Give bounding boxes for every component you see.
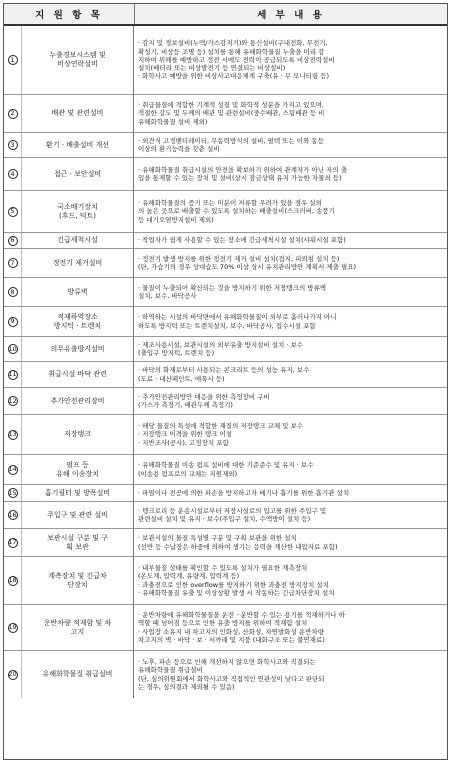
detail-line: · 감지 및 경보설비(누액/가스감지기)와 통신설비(구내전화, 무전기, (138, 39, 328, 48)
detail-line: · 제조사용시설, 보관시설의 외부유출 방지설비 설치 · 보수 (138, 340, 304, 349)
support-item-name: 계측장치 및 긴급차 단장치 (22, 557, 134, 604)
detail-cell (134, 249, 447, 277)
row-number-cell (4, 133, 22, 157)
support-item-name: 저장탱크 (22, 415, 134, 454)
support-items-table (3, 3, 448, 760)
row-number: 13 (8, 430, 17, 439)
detail-line: (출입구 방지턱, 트렌치 등) (138, 349, 215, 357)
row-number: 5 (8, 207, 18, 217)
support-item-name: 국소배기장치 (후드, 덕트) (22, 191, 134, 232)
row-number-cell (4, 158, 22, 190)
header-support-item: 지 원 항 목 (4, 4, 135, 24)
detail-line: (가스가 측정기, 배관두께 측정기) (138, 401, 233, 409)
detail-cell (134, 95, 447, 132)
detail-line: 는 경우, 심의결과 제외될 수 있음) (138, 682, 235, 691)
detail-cell (134, 388, 447, 414)
detail-cell (134, 529, 447, 556)
detail-line: · 지반조사(공사), 고정장치 포함 (138, 438, 229, 447)
row-number: 9 (8, 317, 18, 327)
row-number: 11 (8, 370, 17, 379)
row-number: 8 (8, 287, 18, 297)
detail-line: · 유해화학물질 취급시설의 안전을 확보하기 위하여 관계자가 아닌 자의 출 (138, 165, 348, 174)
detail-cell (134, 233, 447, 248)
detail-cell (134, 337, 447, 361)
detail-cell (134, 455, 447, 484)
table-row (4, 158, 447, 191)
detail-cell (134, 415, 447, 454)
detail-line: · 해당 물질의 특성에 적합한 재질의 저장탱크 교체 및 보수 (138, 422, 304, 431)
detail-cell (134, 502, 447, 528)
table-row (4, 651, 447, 698)
detail-line: · 외견식 고정밴티레이터, 무동력방식의 설비, 펄텍 또는 이와 동등 (138, 136, 324, 145)
table-row (4, 415, 447, 455)
row-number: 6 (8, 236, 18, 246)
row-number-cell (4, 337, 22, 361)
detail-cell (134, 605, 447, 650)
support-item-name: 주입구 및 관련 설비 (22, 502, 134, 528)
row-number-cell (4, 191, 22, 232)
row-number: 15 (8, 488, 17, 497)
row-number: 16 (8, 510, 17, 519)
support-item-name: 접근 · 보안설비 (22, 158, 134, 190)
detail-line: · 보관시설의 물질 특성별 구분 및 구획 보관을 위한 설치 (138, 534, 297, 543)
detail-line: · 바닥의 화재로부터 사용되는 콘크리트 등의 성능 유지, 보수 (138, 366, 310, 375)
detail-line: 의 높은 곳으로 배출할 수 있도록 설치하는 배출설비(스크러버, 송풍기 (138, 207, 335, 216)
detail-line: · 저장탱크 이격을 위한 탱크 이설 (138, 430, 233, 439)
detail-line: · 작업자가 쉽게 사용할 수 있는 장소에 긴급세척시설 설치(샤워시설 포함) (138, 236, 346, 245)
row-number: 17 (8, 538, 17, 547)
row-number: 18 (8, 576, 17, 585)
table-header (4, 4, 447, 26)
header-details: 세 부 내 용 (257, 10, 325, 21)
row-number: 1 (8, 55, 18, 65)
detail-line: · 내부물질 상태를 확인할 수 있도록 설치가 필요한 계측장치 (138, 564, 308, 573)
table-row (4, 191, 447, 233)
detail-line: · 탱크로리 등 운송시설로부터 저장시설로의 입고를 위한 주입구 및 (138, 506, 327, 515)
detail-cell (134, 278, 447, 306)
table-row (4, 249, 447, 278)
detail-line: · 노후, 파손 등으로 인해 개선하지 않으면 화학사고와 직결되는 (138, 658, 316, 667)
detail-line: 유해화학물질 취급설비 (138, 666, 203, 675)
detail-line: · 취급물질에 적합한 기계적 성질 및 화학적 성분을 가지고 있으며, (138, 101, 324, 110)
row-number-cell (4, 307, 22, 336)
row-number-cell (4, 605, 22, 650)
detail-line: · 유해화학물질 이송 펌프 설비에 대한 기준준수 및 유지 · 보수 (138, 461, 314, 470)
support-item-name: 운반차량 적재함 및 차 고지 (22, 605, 134, 650)
row-number-cell (4, 95, 22, 132)
table-row (4, 605, 447, 651)
support-item-name: 적재하역장소 방지턱 · 트렌치 (22, 307, 134, 336)
row-number-cell (4, 415, 22, 454)
detail-line: · 유해화학물질의 증기 또는 미분이 저류할 우려가 있을 경우 실외 (138, 199, 322, 208)
row-number: 19 (8, 623, 17, 632)
row-number: 4 (8, 169, 18, 179)
row-number-cell (4, 485, 22, 501)
row-number-cell (4, 455, 22, 484)
detail-line: 유해화학물질 설비 제외) (138, 117, 208, 126)
detail-line: · 화학사고 예방을 위한 비상사고대응체계 구축(유 · 무 모니터링 등) (138, 72, 330, 81)
row-number-cell (4, 502, 22, 528)
support-item-name: 방류벽 (22, 278, 134, 306)
detail-line: 하도록 방지턱 또는 트렌치설치, 보수, 바닥공사, 집수시설 포함 (138, 321, 316, 330)
detail-cell (134, 557, 447, 604)
detail-line: (온도계, 압력계, 유량계, 압력계 등) (138, 572, 240, 581)
support-item-name: 유해화학물질 취급설비 (22, 651, 134, 698)
detail-line: (이송용 펌프로의 교체는 지원제외) (138, 469, 238, 478)
detail-line: (단, 가습기의 경우 상대습도 70% 이상 상시 유지관리방안 계획서 제출 필요) (138, 263, 357, 271)
row-number: 3 (8, 140, 18, 150)
table-row (4, 557, 447, 605)
detail-cell (134, 651, 447, 698)
detail-line: (도료 · 내산페인트, 에폭시 등) (138, 374, 225, 383)
detail-line: 지하여 위해를 예방하고 정전 시에도 전력이 공급되도록 비상전력설비 (138, 55, 335, 64)
row-number: 7 (8, 258, 18, 268)
detail-line: · 하역하는 시설의 바닥면에서 유해화학물질이 외부로 흘러나가지 아니 (138, 313, 337, 322)
row-number-cell (4, 278, 22, 306)
detail-cell (134, 191, 447, 232)
table-row (4, 485, 447, 502)
detail-line: · 과충전으로 인한 overflow를 방지하기 위한 과충전 방지장치 설치 (138, 580, 329, 589)
table-row (4, 307, 447, 337)
table-row (4, 455, 447, 485)
support-item-name: 흡기필터 및 방폭설비 (22, 485, 134, 501)
table-row (4, 529, 447, 557)
support-item-name: 긴급세척시설 (22, 233, 134, 248)
support-item-name: 환기 · 배출설비 개선 (22, 133, 134, 157)
detail-line: · 운반차량에 유해화학물질을 운전 · 운반할 수 있는 용기를 적재하거나 하 (138, 611, 345, 620)
detail-line: (단, 심의위원회에서 화학사고와 직접적인 연관성이 낮다고 판단되 (138, 674, 325, 683)
detail-line: 설치(배터리 또는 비상발전기 등 연결되는 비상설비) (138, 64, 286, 73)
table-row (4, 278, 447, 307)
row-number: 14 (8, 465, 17, 474)
detail-line: 등 대기오염방지설비 제외) (138, 215, 214, 224)
detail-cell (134, 158, 447, 190)
table-body (4, 26, 447, 698)
row-number-cell (4, 529, 22, 556)
row-number: 20 (8, 670, 17, 679)
detail-line: · 물질이 누출되어 확산되는 것을 방지하기 위한 저장탱크의 방류벽 (138, 283, 327, 292)
detail-line: · 추가안전관리방안 대응을 위한 측정장비 구비 (138, 392, 270, 401)
detail-line: 설치, 보수, 바닥공사 (138, 292, 197, 300)
detail-cell (134, 485, 447, 501)
table-row (4, 502, 447, 529)
support-item-name: 배관 및 관련설비 (22, 95, 134, 132)
support-item-name: 의무유출방지설비 (22, 337, 134, 361)
table-row (4, 26, 447, 95)
row-number: 2 (8, 109, 18, 119)
detail-cell (134, 307, 447, 336)
row-number: 12 (8, 396, 17, 405)
detail-line: · 유해화학물질 유출 및 이상상황 발생 시 작동하는 긴급차단장치 설치 (138, 588, 335, 597)
detail-cell (134, 362, 447, 387)
table-row (4, 95, 447, 133)
row-number-cell (4, 651, 22, 698)
detail-line: 이상의 환기능력을 갖춘 설비 (138, 145, 220, 153)
row-number-cell (4, 233, 22, 248)
support-item-name: 정전기 제거설비 (22, 249, 134, 277)
detail-cell (134, 26, 447, 94)
table-row (4, 362, 447, 388)
row-number-cell (4, 388, 22, 414)
support-item-name: 추가안전관리장비 (22, 388, 134, 414)
row-number: 10 (8, 344, 17, 353)
detail-line: 확성기, 비상등 조명 등) 설치를 통해 유해화학물질 누출을 미리 감 (138, 47, 325, 56)
detail-line: (선반 등 수납장은 하중에 의하여 생기는 응력을 계산한 내압자료 포함) (138, 542, 338, 551)
table-row (4, 337, 447, 362)
row-number-cell (4, 26, 22, 94)
detail-line: · 파열이나 전공에 의한 파손을 방지하고자 배기나 흡기를 위한 흡기관 설치 (138, 488, 350, 497)
detail-line: 차고지의 벽 · 바닥 · 보 · 서까래 및 지붕 (내화구조 또는 불연재료) (138, 635, 325, 644)
row-number-cell (4, 557, 22, 604)
table-row (4, 133, 447, 158)
detail-line: · 정전기 발생 방지를 위한 정전기 제거 설비 설치(접지, 피뢰침 설치 등) (138, 254, 340, 263)
support-item-name: 취급시설 바닥 관련 (22, 362, 134, 387)
detail-cell (134, 133, 447, 157)
row-number-cell (4, 362, 22, 387)
detail-line: 적절한 강도 및 두께의 배관 및 관련설비(중수배관, 스팀배관 등 비 (138, 109, 325, 118)
detail-line: 관련설비 설치 및 유지 · 보수(주입구 설치, 수액방이 설치 등) (138, 515, 311, 523)
detail-line: · 사업장 소유지 내 차고지의 인화성, 산화성, 자연발화성 운반차량 (138, 627, 324, 636)
table-row (4, 233, 447, 249)
row-number-cell (4, 249, 22, 277)
support-item-name: 보관시설 구분 및 구 획 보관 (22, 529, 134, 556)
table-row (4, 388, 447, 415)
support-item-name: 누출경보시스템 및 비상연락설비 (22, 26, 134, 94)
detail-line: 입을 통제할 수 있는 장치 및 설비(상시 잠금상태 유지 가능한 자물쇠 등) (138, 174, 342, 182)
support-item-name: 펌프 등 유해 이송장치 (22, 455, 134, 484)
detail-line: 역할 때 넘어짐 등으로 인한 유출 방지를 위하여 적재함 설치 (138, 619, 308, 628)
